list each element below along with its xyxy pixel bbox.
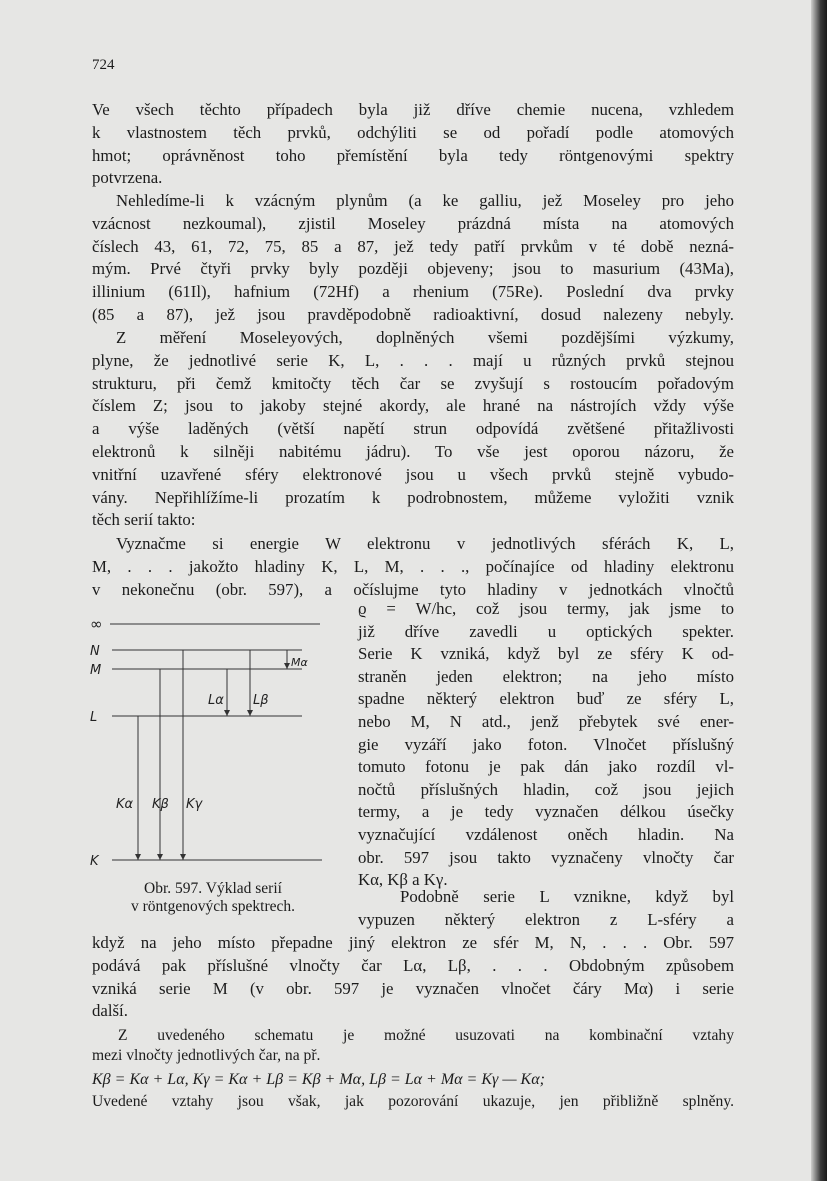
text-line: Kα, Kβ a Kγ. [358,870,448,890]
level-label: N [90,644,100,659]
text-line: Vyznačme si energie W elektronu v jednotlivých sférách K, L, [116,534,734,553]
text-line: v nekonečnu (obr. 597), a očíslujme tyto hladiny v jednotkách vlnočtů [92,579,734,599]
text-line: Ve všech těchto případech byla již dříve chemie nucena, vzhledem [92,100,734,119]
text-line: když na jeho místo přepadne jiný elektron ze sfér M, N, . . . Obr. 597 [92,933,734,952]
figure-caption [90,880,336,916]
paragraph-5 [92,932,734,1023]
text-line: již dříve zavedli u optických spekter. [358,621,734,641]
text-line: M, . . . jakožto hladiny K, L, M, . . ., počínajíce od hladiny elektronu [92,556,734,576]
text-line: číslem Z; jsou to jakoby stejné akordy, ale hrané na nástrojích vždy výše [92,396,734,416]
text-line: obr. 597 jsou takto vyznačeny vlnočty čar [358,847,734,867]
text-line: mezi vlnočty jednotlivých čar, na př. [92,1047,321,1065]
text-line: illinium (61Il), hafnium (72Hf) a rhenium (75Re). Poslední dva prvky [92,282,734,302]
text-line: vypuzen některý elektron z L-sféry a [358,909,734,929]
text-line: vány. Nepřihlížíme-li prozatím k podrobnostem, můžeme vyložiti vznik [92,487,734,507]
text-line: k vlastnostem těch prvků, odchýliti se od pořadí podle atomových [92,122,734,142]
text-line: elektronů k silněji nabitému jádru). To vše jest oporou názoru, že [92,441,734,461]
text-line: (85 a 87), jež jsou pravděpodobně radioaktivní, dosud nalezeny nebyly. [92,304,734,324]
text-line: vyznačující vzdálenost oněch hladin. Na [358,824,734,844]
page-edge-shadow [811,0,827,1181]
text-line: gie vyzáří jako foton. Vlnočet příslušný [358,734,734,754]
side-text-2 [358,886,734,931]
text-line: podává pak příslušné vlnočty čar Lα, Lβ, . . . Obdobným způsobem [92,955,734,975]
text-line: nočtů příslušných hladin, což jsou jejich [358,779,734,799]
text-line: plyne, že jednotlivé serie K, L, . . . mají u různých prvků stejnou [92,350,734,370]
text-line: Uvedené vztahy jsou však, jak pozorování ukazuje, jen přibližně splněny. [92,1093,734,1110]
arrowhead [247,710,253,716]
transition-label: Lα [208,693,224,708]
level-label: K [90,854,99,869]
text-line: straněn jeden elektron; na jeho místo [358,666,734,686]
text-line: další. [92,1001,128,1021]
text-line: mým. Prvé čtyři prvky byly později objeveny; jsou to masurium (43Ma), [92,259,734,279]
text-line: termy, a je tedy vyznačen délkou úsečky [358,802,734,822]
paragraph-3 [92,327,734,532]
caption-line: Obr. 597. Výklad serií [144,880,282,897]
text-line: potvrzena. [92,168,163,188]
transition-label: Kβ [152,797,169,812]
arrowhead [180,854,186,860]
paragraph-2 [92,190,734,327]
text-line: číslech 43, 61, 72, 75, 85 a 87, jež tedy patří prvkům v té době nezná- [92,236,734,256]
arrowhead [284,663,290,669]
transition-label: Kα [116,797,134,812]
level-label: M [90,663,102,678]
text-line: spadne některý elektron buď ze sféry L, [358,689,734,709]
arrowhead [157,854,163,860]
caption-line: v röntgenových spektrech. [131,898,295,915]
text-line: nebo M, N atd., jenž přebytek své ener- [358,711,734,731]
text-line: Z měření Moseleyových, doplněných všemi pozdějšími výzkumy, [116,328,734,347]
text-line: a výše laděných (větší napětí strun odpovídá zvětšené přitažlivosti [92,419,734,439]
paragraph-4 [92,533,734,601]
level-label: ∞ [90,615,103,633]
text-line: strukturu, při čemž kmitočty těch čar se zvyšují s rostoucím pořadovým [92,373,734,393]
text-line: ϱ = W/hc, což jsou termy, jak jsme to [358,599,734,618]
arrowhead [224,710,230,716]
paragraph-1 [92,99,734,190]
page-number: 724 [92,57,115,73]
figure-597 [90,612,336,915]
text-line: Podobně serie L vznikne, když byl [400,887,734,906]
text-line: vzácnost nezkoumal), zjistil Moseley prázdná místa na atomových [92,213,734,233]
text-line: Serie K vzniká, když byl ze sféry K od- [358,644,734,664]
side-text [358,598,734,892]
closing-line [92,1092,734,1112]
text-line: vnitřní uzavřené sféry elektronové jsou u všech prvků stejně vybudo- [92,464,734,484]
energy-level-diagram [90,612,336,877]
text-line: tomuto fotonu je pak dán jako rozdíl vl- [358,757,734,777]
text-line: Z uvedeného schematu je možné usuzovati na kombinační vztahy [118,1027,734,1044]
transition-label: Kγ [186,797,203,812]
arrowhead [135,854,141,860]
level-label: L [90,710,98,725]
formula-line: Kβ = Kα + Lα, Kγ = Kα + Lβ = Kβ + Mα, Lβ = Lα + Mα = Kγ — Kα; [92,1071,545,1088]
text-line: těch serií takto: [92,510,196,530]
text-line: vzniká serie M (v obr. 597 je vyznačen vlnočet čáry Mα) i serie [92,978,734,998]
text-line: Nehledíme-li k vzácným plynům (a ke galliu, jež Moseley pro jeho [116,191,734,210]
transition-label: Lβ [253,693,269,708]
text-line: hmot; oprávněnost toho přemístění byla tedy röntgenovými spektry [92,145,734,165]
transition-label: Mα [291,656,308,669]
small-paragraph [92,1026,734,1066]
